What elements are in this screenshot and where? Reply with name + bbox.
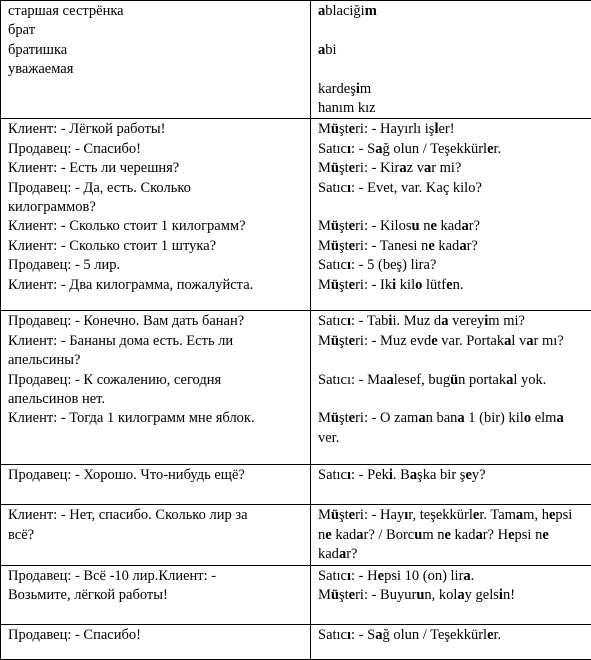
russian-cell <box>1 1 311 119</box>
table-row <box>1 565 591 624</box>
russian-line: Продавец: - Спасибо! <box>8 140 304 159</box>
russian-line: Клиент: - Тогда 1 килограмм мне яблок. <box>8 409 304 428</box>
turkish-line: Satıcı: - Tabii. Muz da vereyim mi? <box>318 312 591 331</box>
russian-cell <box>1 119 311 311</box>
turkish-line: ne kadar? / Borcum ne kadar? Hepsi ne <box>318 526 591 545</box>
turkish-line <box>318 351 591 370</box>
turkish-line: ver. <box>318 429 591 448</box>
russian-line: Клиент: - Два килограмма, пожалуйста. <box>8 276 304 295</box>
russian-cell <box>1 505 311 565</box>
turkish-line: Müşteri: - Muz evde var. Portakal var mı? <box>318 332 591 351</box>
russian-cell <box>1 311 311 465</box>
russian-line: килограммов? <box>8 198 304 217</box>
russian-line: Клиент: - Есть ли черешня? <box>8 159 304 178</box>
russian-line: Клиент: - Сколько стоит 1 килограмм? <box>8 217 304 236</box>
turkish-line: Müşteri: - Iki kilo lütfen. <box>318 276 591 295</box>
russian-line: старшая сестрёнка <box>8 2 304 21</box>
russian-line: Продавец: - К сожалению, сегодня <box>8 371 304 390</box>
table-row <box>1 311 591 465</box>
turkish-line: Müşteri: - Kilosu ne kadar? <box>318 217 591 236</box>
turkish-cell <box>311 311 591 465</box>
table-row <box>1 1 591 119</box>
russian-line: апельсины? <box>8 351 304 370</box>
russian-line: Клиент: - Сколько стоит 1 штука? <box>8 237 304 256</box>
table-row <box>1 465 591 505</box>
russian-cell <box>1 565 311 624</box>
table-row <box>1 505 591 565</box>
turkish-line: Müşteri: - Hayırlı işler! <box>318 120 591 139</box>
turkish-cell <box>311 1 591 119</box>
russian-line: Продавец: - Конечно. Вам дать банан? <box>8 312 304 331</box>
russian-line: уважаемая <box>8 60 304 79</box>
turkish-line <box>318 60 591 79</box>
turkish-line <box>318 198 591 217</box>
russian-line: Клиент: - Бананы дома есть. Есть ли <box>8 332 304 351</box>
table-row <box>1 119 591 311</box>
turkish-line: ablaciğim <box>318 2 591 21</box>
turkish-line: Müşteri: - Hayır, teşekkürler. Tamam, hepsi <box>318 506 591 525</box>
russian-line: Продавец: - Хорошо. Что-нибудь ещё? <box>8 466 304 485</box>
russian-line: Клиент: - Нет, спасибо. Сколько лир за <box>8 506 304 525</box>
turkish-cell <box>311 505 591 565</box>
russian-line: брат <box>8 21 304 40</box>
russian-line: Возьмите, лёгкой работы! <box>8 586 304 605</box>
turkish-line: hanım kız <box>318 99 591 118</box>
phrase-table-body <box>1 1 591 660</box>
turkish-line: Satıcı: - Sağ olun / Teşekkürler. <box>318 140 591 159</box>
russian-line: апельсинов нет. <box>8 390 304 409</box>
russian-line: Продавец: - Спасибо! <box>8 626 304 645</box>
turkish-line: Satıcı: - 5 (beş) lira? <box>318 256 591 275</box>
turkish-line: abi <box>318 41 591 60</box>
turkish-line: Satıcı: - Peki. Başka bir şey? <box>318 466 591 485</box>
turkish-cell <box>311 565 591 624</box>
turkish-cell <box>311 465 591 505</box>
russian-line: всё? <box>8 526 304 545</box>
russian-line: Клиент: - Лёгкой работы! <box>8 120 304 139</box>
russian-cell <box>1 465 311 505</box>
turkish-cell <box>311 119 591 311</box>
turkish-line: Satıcı: - Maalesef, bugün portakal yok. <box>318 371 591 390</box>
russian-line: братишка <box>8 41 304 60</box>
turkish-line: Satıcı: - Hepsi 10 (on) lira. <box>318 567 591 586</box>
turkish-line: Müşteri: - O zaman bana 1 (bir) kilo elma <box>318 409 591 428</box>
turkish-line: Müşteri: - Buyurun, kolay gelsin! <box>318 586 591 605</box>
turkish-line: Satıcı: - Evet, var. Kaç kilo? <box>318 179 591 198</box>
russian-line: Продавец: - 5 лир. <box>8 256 304 275</box>
turkish-line: Satıcı: - Sağ olun / Teşekkürler. <box>318 626 591 645</box>
turkish-line: Müşteri: - Kiraz var mi? <box>318 159 591 178</box>
russian-line: Продавец: - Да, есть. Сколько <box>8 179 304 198</box>
turkish-line: kardeşim <box>318 80 591 99</box>
turkish-line <box>318 21 591 40</box>
russian-line: Продавец: - Всё -10 лир.Клиент: - <box>8 567 304 586</box>
turkish-line: kadar? <box>318 545 591 564</box>
turkish-line: Müşteri: - Tanesi ne kadar? <box>318 237 591 256</box>
turkish-line <box>318 390 591 409</box>
